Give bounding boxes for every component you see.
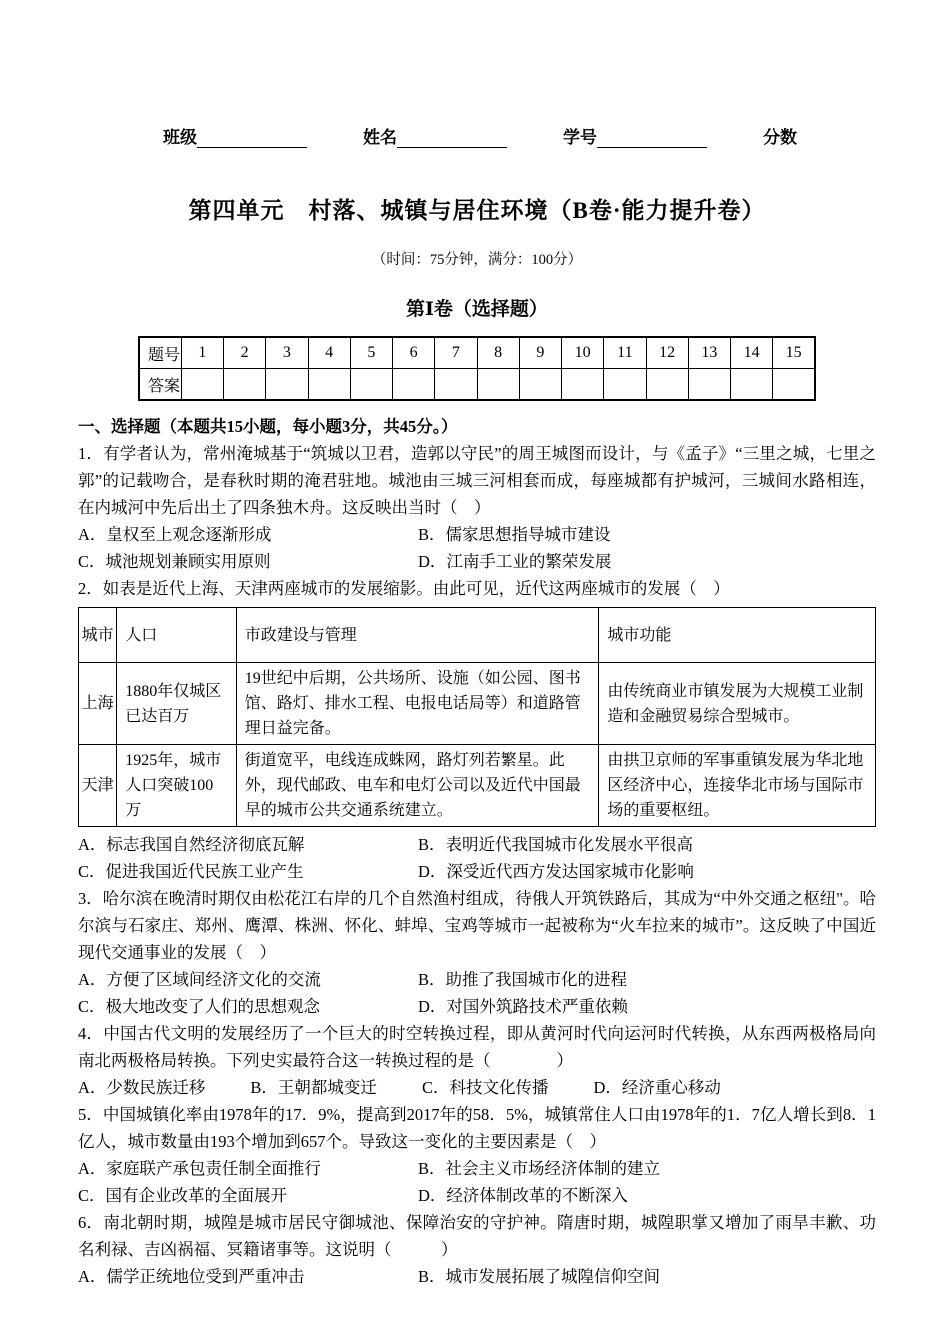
answer-sheet-number-cell: 5 <box>350 337 392 369</box>
question-stem: 5．中国城镇化率由1978年的17．9%，提高到2017年的58．5%，城镇常住人口由1978年的1．7亿人增长到8．1亿人，城市数量由193个增加到657个。导致这一变化的主要因素是（ ） <box>78 1105 876 1151</box>
student-info-line <box>163 123 876 148</box>
answer-sheet-answer-cell <box>393 369 435 401</box>
answer-sheet-answer-cell <box>773 369 815 401</box>
answer-sheet-answer-cell <box>266 369 308 401</box>
option-B: B．王朝都城变迁 <box>250 1078 377 1097</box>
answer-sheet-answer-cell <box>181 369 223 401</box>
part-one-title: 第Ⅰ卷（选择题） <box>406 299 548 320</box>
header-field-label: 分数 <box>763 128 797 147</box>
answer-sheet-answer-cell <box>688 369 730 401</box>
answer-sheet-number-cell: 12 <box>646 337 688 369</box>
option-row <box>78 548 876 575</box>
option-row <box>78 858 876 885</box>
answer-sheet-number-cell: 2 <box>224 337 266 369</box>
option-row <box>78 831 876 858</box>
table-cell: 天津 <box>79 745 117 827</box>
table-cell: 1880年仅城区已达百万 <box>117 663 237 745</box>
table-cell: 街道宽平，电线连成蛛网，路灯列若繁星。此外，现代邮政、电车和电灯公司以及近代中国最早的城市公共交通系统建立。 <box>236 745 599 827</box>
table-cell: 19世纪中后期，公共场所、设施（如公园、图书馆、路灯、排水工程、电报电话局等）和道路管理日益完备。 <box>236 663 599 745</box>
table-cell: 1925年，城市人口突破100万 <box>117 745 237 827</box>
header-field-label: 学号 <box>563 128 597 147</box>
table-header-row <box>79 608 876 663</box>
option-D: D．对国外筑路技术严重依赖 <box>418 997 628 1016</box>
option-row <box>78 966 876 993</box>
question-3 <box>78 885 876 1020</box>
question-stem: 2．如表是近代上海、天津两座城市的发展缩影。由此可见，近代这两座城市的发展（ ） <box>78 579 730 598</box>
option-C: C．国有企业改革的全面展开 <box>78 1186 288 1205</box>
option-B: B．助推了我国城市化的进程 <box>418 970 628 989</box>
answer-sheet-answer-cell <box>435 369 477 401</box>
fill-in-blank <box>197 127 307 148</box>
answer-sheet-number-cell: 3 <box>266 337 308 369</box>
option-row <box>78 1182 876 1209</box>
question-stem: 4．中国古代文明的发展经历了一个巨大的时空转换过程，即从黄河时代向运河时代转换，从东西两极格局向南北两极格局转换。下列史实最符合这一转换过程的是（ ） <box>78 1024 876 1070</box>
option-row <box>78 1074 876 1101</box>
option-D: D．江南手工业的繁荣发展 <box>418 552 612 571</box>
question-1 <box>78 440 876 575</box>
answer-sheet-number-cell: 14 <box>731 337 773 369</box>
question-stem: 1．有学者认为，常州淹城基于“筑城以卫君，造郭以守民”的周王城图而设计，与《孟子》“三里之城，七里之郭”的记载吻合，是春秋时期的淹君驻地。城池由三城三河相套而成，每座城都有护城河，三城间水路相连，在内城河中先后出土了四条独木舟。这反映出当时（ ） <box>78 444 876 517</box>
option-C: C．城池规划兼顾实用原则 <box>78 552 271 571</box>
exam-time-score-note: （时间：75分钟，满分：100分） <box>371 252 583 268</box>
question-6 <box>78 1209 876 1290</box>
table-header-cell: 市政建设与管理 <box>236 608 599 663</box>
answer-sheet-number-cell: 10 <box>562 337 604 369</box>
header-field-label: 班级 <box>163 128 197 147</box>
answer-sheet-answer-cell <box>604 369 646 401</box>
option-row <box>78 993 876 1020</box>
section-heading: 一、选择题（本题共15小题，每小题3分，共45分。） <box>78 417 458 436</box>
fill-in-blank <box>597 127 707 148</box>
answer-sheet-answer-cell <box>477 369 519 401</box>
question-4 <box>78 1020 876 1101</box>
table-cell: 由传统商业市镇发展为大规模工业制造和金融贸易综合型城市。 <box>599 663 876 745</box>
option-A: A．少数民族迁移 <box>78 1078 206 1097</box>
header-field-姓名 <box>363 123 507 148</box>
option-A: A．方便了区域间经济文化的交流 <box>78 970 321 989</box>
answer-sheet-row-label: 题号 <box>139 337 181 369</box>
answer-sheet-number-cell: 8 <box>477 337 519 369</box>
header-field-学号 <box>563 123 707 148</box>
option-C: C．极大地改变了人们的思想观念 <box>78 997 321 1016</box>
questions-list <box>78 440 876 1290</box>
question-5 <box>78 1101 876 1209</box>
answer-sheet-number-cell: 6 <box>393 337 435 369</box>
fill-in-blank <box>397 127 507 148</box>
option-A: A．皇权至上观念逐渐形成 <box>78 525 272 544</box>
question-stem: 6．南北朝时期，城隍是城市居民守御城池、保障治安的守护神。隋唐时期，城隍职掌又增加了雨旱丰歉、功名利禄、吉凶祸福、冥籍诸事等。这说明（ ） <box>78 1213 876 1259</box>
page-title: 第四单元 村落、城镇与居住环境（B卷·能力提升卷） <box>188 198 766 223</box>
option-row <box>78 1155 876 1182</box>
table-header-cell: 城市功能 <box>599 608 876 663</box>
question-2 <box>78 575 876 885</box>
answer-sheet-number-cell: 7 <box>435 337 477 369</box>
option-A: A．标志我国自然经济彻底瓦解 <box>78 835 305 854</box>
table-header-cell: 人口 <box>117 608 237 663</box>
answer-sheet-answer-cell <box>519 369 561 401</box>
header-field-班级 <box>163 123 307 148</box>
answer-sheet-answer-cell <box>646 369 688 401</box>
answer-sheet-answer-cell <box>224 369 266 401</box>
answer-sheet-number-row <box>139 337 815 369</box>
option-B: B．儒家思想指导城市建设 <box>418 525 611 544</box>
answer-sheet-answer-cell <box>350 369 392 401</box>
option-C: C．科技文化传播 <box>421 1078 549 1097</box>
option-B: B．表明近代我国城市化发展水平很高 <box>418 835 694 854</box>
answer-sheet-row-label: 答案 <box>139 369 181 401</box>
table-row <box>79 663 876 745</box>
question-stem: 3．哈尔滨在晚清时期仅由松花江右岸的几个自然渔村组成，待俄人开筑铁路后，其成为“中外交通之枢纽"。哈尔滨与石家庄、郑州、鹰潭、株洲、怀化、蚌埠、宝鸡等城市一起被称为“火车拉来的城市”。这反映了中国近现代交通事业的发展（ ） <box>78 889 876 962</box>
option-row <box>78 1263 876 1290</box>
header-field-label: 姓名 <box>363 128 397 147</box>
option-A: A．家庭联产承包责任制全面推行 <box>78 1159 321 1178</box>
answer-sheet-answer-cell <box>731 369 773 401</box>
option-D: D．经济重心移动 <box>593 1078 721 1097</box>
option-C: C．促进我国近代民族工业产生 <box>78 862 304 881</box>
answer-sheet-number-cell: 9 <box>519 337 561 369</box>
table-header-cell: 城市 <box>79 608 117 663</box>
answer-sheet-answer-row <box>139 369 815 401</box>
question-info-table <box>78 607 876 827</box>
answer-sheet-number-cell: 11 <box>604 337 646 369</box>
table-cell: 由拱卫京师的军事重镇发展为华北地区经济中心，连接华北市场与国际市场的重要枢纽。 <box>599 745 876 827</box>
answer-sheet-table <box>138 336 816 401</box>
answer-sheet-number-cell: 1 <box>181 337 223 369</box>
answer-sheet-number-cell: 15 <box>773 337 815 369</box>
answer-sheet-answer-cell <box>562 369 604 401</box>
option-B: B．社会主义市场经济体制的建立 <box>418 1159 661 1178</box>
answer-sheet-answer-cell <box>308 369 350 401</box>
header-field-分数 <box>763 123 797 148</box>
option-A: A．儒学正统地位受到严重冲击 <box>78 1267 305 1286</box>
answer-sheet-number-cell: 4 <box>308 337 350 369</box>
option-row <box>78 521 876 548</box>
option-D: D．经济体制改革的不断深入 <box>418 1186 628 1205</box>
option-D: D．深受近代西方发达国家城市化影响 <box>418 862 694 881</box>
table-row <box>79 745 876 827</box>
option-B: B．城市发展拓展了城隍信仰空间 <box>418 1267 661 1286</box>
table-cell: 上海 <box>79 663 117 745</box>
answer-sheet-number-cell: 13 <box>688 337 730 369</box>
